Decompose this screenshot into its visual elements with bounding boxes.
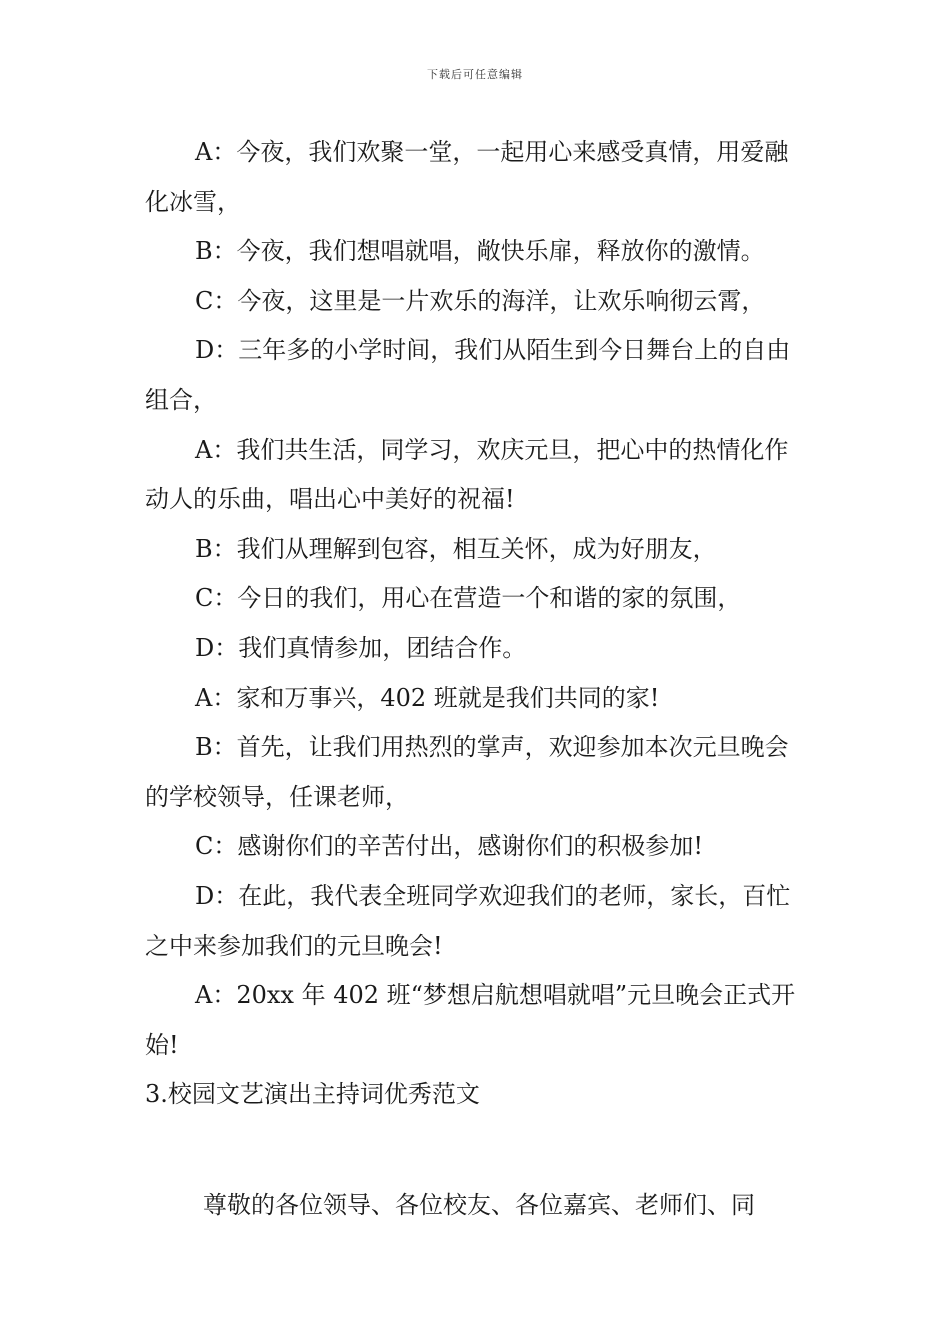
document-body	[145, 128, 810, 1231]
paragraph: A：家和万事兴，402 班就是我们共同的家!	[195, 683, 660, 712]
section-heading: 3.校园文艺演出主持词优秀范文	[145, 1080, 480, 1109]
paragraph: D：三年多的小学时间，我们从陌生到今日舞台上的自由组合，	[145, 336, 791, 414]
paragraph: A：今夜，我们欢聚一堂，一起用心来感受真情，用爱融化冰雪，	[145, 138, 789, 216]
page-header: 下载后可任意编辑	[427, 68, 523, 81]
paragraph: C：今日的我们，用心在营造一个和谐的家的氛围，	[195, 584, 742, 613]
paragraph: C：感谢你们的辛苦付出，感谢你们的积极参加!	[195, 832, 704, 861]
paragraph: A：我们共生活，同学习，欢庆元旦，把心中的热情化作动人的乐曲，唱出心中美好的祝福!	[145, 435, 789, 514]
paragraph: B：首先，让我们用热烈的掌声，欢迎参加本次元旦晚会的学校领导，任课老师，	[145, 733, 789, 811]
paragraph: D：在此，我代表全班同学欢迎我们的老师，家长，百忙之中来参加我们的元旦晚会!	[145, 881, 791, 960]
blank-line	[145, 1120, 810, 1170]
paragraph: C：今夜，这里是一片欢乐的海洋，让欢乐响彻云霄，	[195, 286, 766, 315]
paragraph: A：20xx 年 402 班“梦想启航想唱就唱”元旦晚会正式开始!	[145, 981, 796, 1059]
intro-paragraph: 尊敬的各位领导、各位校友、各位嘉宾、老师们、同	[203, 1191, 755, 1220]
paragraph: B：今夜，我们想唱就唱，敞快乐扉，释放你的激情。	[195, 237, 765, 266]
paragraph: D：我们真情参加，团结合作。	[195, 633, 527, 662]
paragraph: B：我们从理解到包容，相互关怀，成为好朋友，	[195, 534, 717, 563]
